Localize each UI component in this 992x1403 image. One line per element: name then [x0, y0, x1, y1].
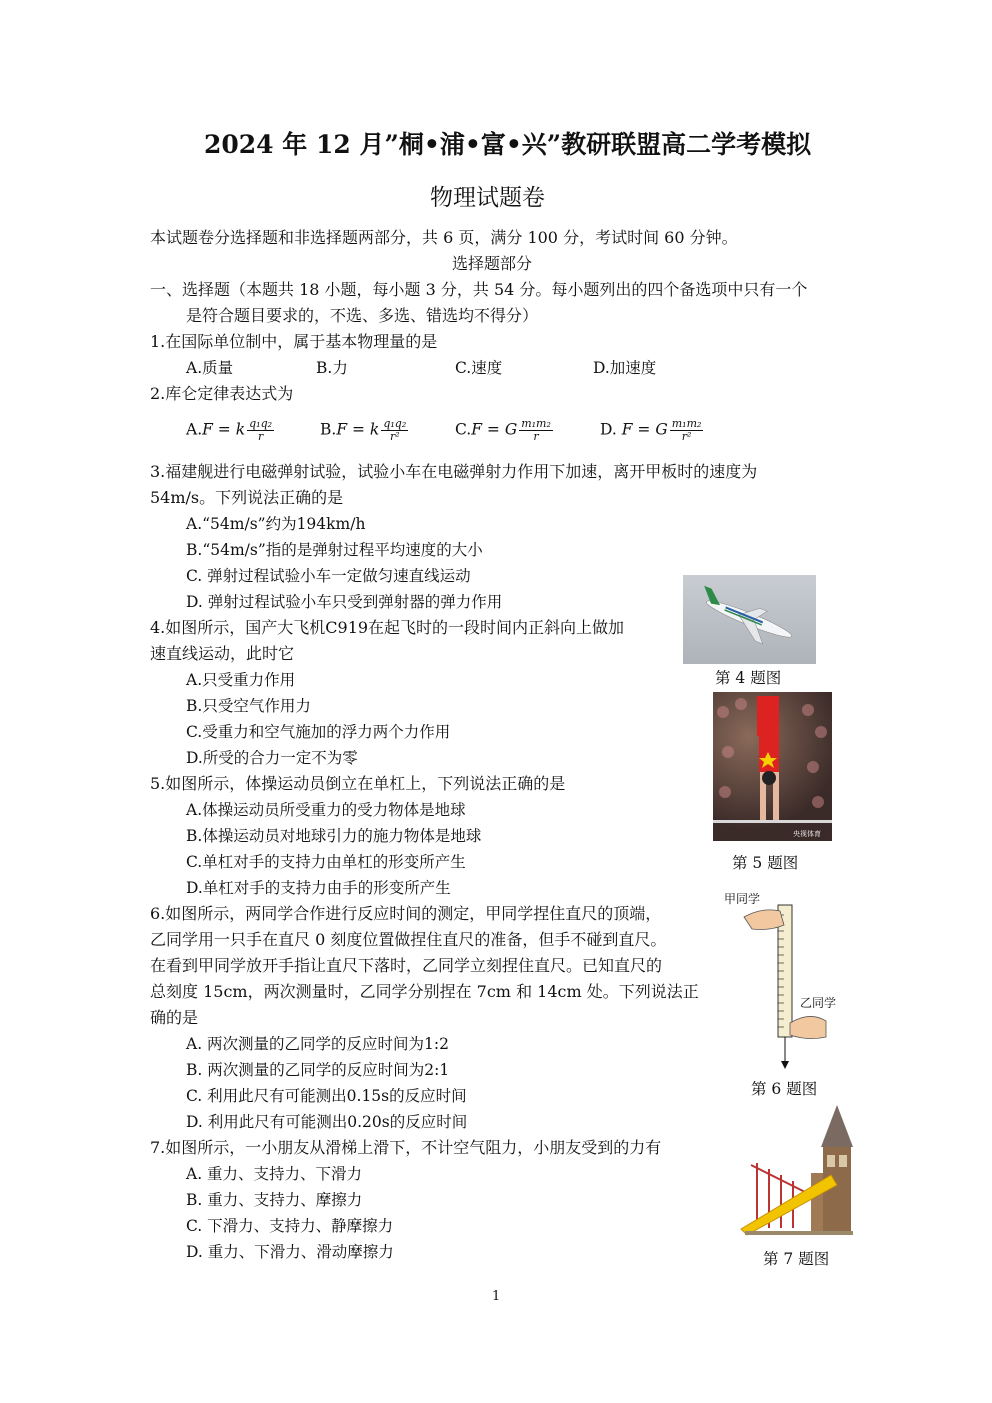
q1-option-c: C.速度: [455, 359, 503, 377]
intro-text: 本试题卷分选择题和非选择题两部分，共 6 页，满分 100 分，考试时间 60 分钟。: [150, 228, 738, 247]
q6-option-a: A. 两次测量的乙同学的反应时间为1:2: [186, 1035, 449, 1053]
q6-stem-line5: 确的是: [150, 1008, 199, 1027]
q5-gymnast-image: [713, 692, 832, 841]
q3-option-c: C. 弹射过程试验小车一定做匀速直线运动: [186, 567, 471, 585]
q6-stem-line3: 在看到甲同学放开手指让直尺下落时，乙同学立刻捏住直尺。已知直尺的: [150, 956, 663, 975]
q1-option-d: D.加速度: [593, 359, 657, 377]
q1-option-b: B.力: [316, 359, 348, 377]
q7-slide-image: [737, 1103, 862, 1239]
q7-option-b: B. 重力、支持力、摩擦力: [186, 1191, 363, 1209]
q5-stem: 5.如图所示，体操运动员倒立在单杠上，下列说法正确的是: [150, 774, 566, 793]
svg-text:甲同学: 甲同学: [724, 892, 761, 906]
q7-option-c: C. 下滑力、支持力、静摩擦力: [186, 1217, 394, 1235]
q1-stem: 1.在国际单位制中，属于基本物理量的是: [150, 332, 438, 351]
q2-stem: 2.库仑定律表达式为: [150, 384, 294, 403]
q4-caption: 第 4 题图: [715, 669, 782, 687]
q2-option-c: C.F = G $\frac{\text{m₁m₂}}{r}$: [455, 417, 551, 443]
q7-option-d: D. 重力、下滑力、滑动摩擦力: [186, 1243, 394, 1261]
q1-option-a: A.质量: [186, 359, 234, 377]
q4-option-c: C.受重力和空气施加的浮力两个力作用: [186, 723, 451, 741]
q2-option-b: B.F = k $\frac{\text{q₁q₂}}{\text{r²}}$: [320, 417, 407, 443]
q6-caption: 第 6 题图: [751, 1080, 818, 1098]
page-title: 2024 年 12 月”桐•浦•富•兴”教研联盟高二学考模拟: [204, 130, 812, 159]
q6-option-d: D. 利用此尺有可能测出0.20s的反应时间: [186, 1113, 468, 1131]
svg-text:乙同学: 乙同学: [800, 996, 837, 1010]
q4-stem-line2: 速直线运动，此时它: [150, 644, 295, 663]
q6-ruler-diagram: [722, 885, 847, 1075]
q4-airplane-image: [683, 575, 816, 664]
q6-option-c: C. 利用此尺有可能测出0.15s的反应时间: [186, 1087, 467, 1105]
q4-option-d: D.所受的合力一定不为零: [186, 749, 358, 767]
q7-caption: 第 7 题图: [763, 1250, 830, 1268]
q3-option-a: A.“54m/s”约为194km/h: [186, 515, 366, 533]
q3-stem-line2: 54m/s。下列说法正确的是: [150, 488, 344, 507]
part-instructions-line1: 一、选择题（本题共 18 小题，每小题 3 分，共 54 分。每小题列出的四个备选项中只有一个: [150, 280, 808, 299]
page-subtitle: 物理试题卷: [430, 185, 545, 211]
q7-stem: 7.如图所示，一小朋友从滑梯上滑下，不计空气阻力，小朋友受到的力有: [150, 1138, 662, 1157]
q3-stem-line1: 3.福建舰进行电磁弹射试验，试验小车在电磁弹射力作用下加速，离开甲板时的速度为: [150, 462, 758, 481]
section-title: 选择题部分: [452, 254, 533, 273]
q6-stem-line2: 乙同学用一只手在直尺 0 刻度位置做捏住直尺的准备，但手不碰到直尺。: [150, 930, 667, 949]
q6-stem-line4: 总刻度 15cm，两次测量时，乙同学分别捏在 7cm 和 14cm 处。下列说法正: [150, 982, 699, 1001]
q5-option-d: D.单杠对手的支持力由手的形变所产生: [186, 879, 451, 897]
q3-option-d: D. 弹射过程试验小车只受到弹射器的弹力作用: [186, 593, 503, 611]
q4-option-a: A.只受重力作用: [186, 671, 296, 689]
q3-option-b: B.“54m/s”指的是弹射过程平均速度的大小: [186, 541, 483, 559]
q5-option-a: A.体操运动员所受重力的受力物体是地球: [186, 801, 466, 819]
q5-option-b: B.体操运动员对地球引力的施力物体是地球: [186, 827, 482, 845]
q5-option-c: C.单杠对手的支持力由单杠的形变所产生: [186, 853, 466, 871]
q6-option-b: B. 两次测量的乙同学的反应时间为2:1: [186, 1061, 450, 1079]
q4-stem-line1: 4.如图所示，国产大飞机C919在起飞时的一段时间内正斜向上做加: [150, 618, 625, 637]
q7-option-a: A. 重力、支持力、下滑力: [186, 1165, 363, 1183]
page-number: 1: [492, 1289, 501, 1304]
svg-text:央视体育: 央视体育: [793, 831, 821, 838]
q4-option-b: B.只受空气作用力: [186, 697, 311, 715]
part-instructions-line2: 是符合题目要求的，不选、多选、错选均不得分）: [186, 306, 539, 325]
q6-stem-line1: 6.如图所示，两同学合作进行反应时间的测定，甲同学捏住直尺的顶端，: [150, 904, 662, 923]
q5-caption: 第 5 题图: [732, 854, 799, 872]
q2-option-d: D. F = G $\frac{\text{m₁m₂}}{\text{r²}}$: [600, 417, 702, 443]
q2-option-a: A.F = k $\frac{\text{q₁q₂}}{r}$: [186, 417, 273, 443]
